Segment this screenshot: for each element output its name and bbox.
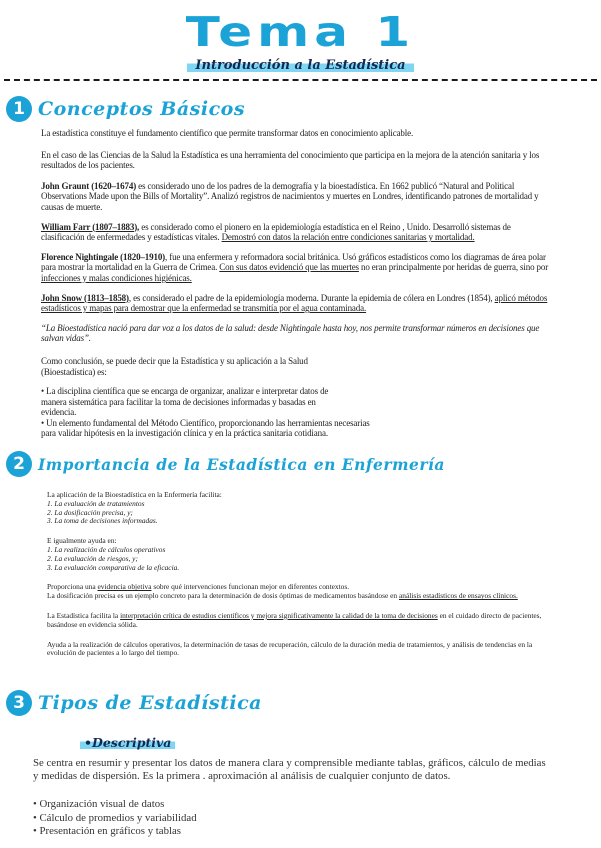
snow-name: John Snow (1813–1858): [41, 292, 129, 303]
section3-subtitle-text: •Descriptiva: [80, 735, 175, 750]
dosing-text: La dosificación precisa es un ejemplo concreto para la determinación de dosis óptimas de medicamentos basándose en: [47, 591, 399, 601]
nightingale-highlight-2: infecciones y malas condiciones higiénicas.: [41, 272, 192, 283]
section3-subtitle: [80, 735, 175, 750]
nightingale-highlight: Con sus datos evidenció que las muertes: [219, 262, 359, 273]
section2-list2-item: 2. La evaluación de riesgos, y;: [47, 553, 138, 563]
section3-bullet: • Presentación en gráficos y tablas: [33, 824, 181, 837]
section1-paragraph-snow: [41, 293, 551, 314]
section2-heading: [6, 451, 445, 477]
section2-intro2: E igualmente ayuda en:: [47, 536, 117, 546]
nightingale-name: Florence Nightingale (1820–1910): [41, 251, 166, 262]
section2-number-badge: 2: [6, 451, 32, 477]
evidence-highlight: evidencia objetiva: [97, 582, 152, 592]
page-title: Tema 1: [185, 8, 416, 56]
dashed-divider: [4, 79, 597, 81]
section1-heading: [6, 96, 245, 122]
farr-highlight: Demostró con datos la relación entre condiciones sanitarias y mortalidad.: [221, 232, 475, 243]
section3-bullet: • Organización visual de datos: [33, 798, 165, 811]
section2-body: [47, 491, 547, 658]
section1-paragraph-health: En el caso de las Ciencias de la Salud la Estadística es una herramienta del conocimiento que participa en la mejora de la atención sanitaria y los resultados de los pacientes.: [41, 149, 540, 171]
section3-paragraph: Se centra en resumir y presentar los datos de manera clara y comprensible mediante tablas, gráficos, cálculo de medias y medidas de dispersión. Es la primera . aproximación al análisis de cualquier conjunto de datos.: [33, 757, 546, 783]
section3-heading: [6, 690, 262, 716]
critical-text-cont: en el cuidado directo de pacientes, basándose en evidencia sólida.: [47, 610, 542, 629]
section1-paragraph-nightingale: [41, 252, 551, 284]
section2-paragraph-critical: [47, 612, 547, 630]
conclusion-bullet-2: • Un elemento fundamental del Método Científico, proporcionando las herramientas necesarias para validar hipótesis en la investigación clínica y en la práctica sanitaria cotidiana.: [41, 417, 370, 439]
conclusion-line2: (Bioestadística) es:: [41, 366, 107, 377]
farr-text: es considerado como el pionero en la epidemiología estadística en el Reino , Unido. Desarrolló sistemas de clasificación de enfermedades y estadísticas vitales.: [41, 221, 511, 243]
nightingale-text-cont: no eran principalmente por heridas de guerra, sino por: [358, 262, 549, 273]
section2-intro: La aplicación de la Bioestadística en la Enfermería facilita:: [47, 490, 222, 499]
section1-title: Conceptos Básicos: [38, 98, 246, 120]
critical-text: La Estadística facilita la: [47, 610, 121, 620]
section3-bullet: • Cálculo de promedios y variabilidad: [33, 811, 197, 824]
section1-quote: “La Bioestadística nació para dar voz a los datos de la salud: desde Nightingale hasta hoy, nos permite transformar números en decisiones que salvan vidas”.: [41, 322, 540, 344]
section3-body: [33, 757, 553, 838]
graunt-text: es considerado uno de los padres de la demografía y la bioestadística. En 1662 publicó “Natural and Political Observations Made upon the Bills of Mortality”. Analizó registros de nacimientos y muertes en Londres, identificando patrones de mortalidad y causas de muerte.: [41, 180, 539, 212]
section2-list2-item: 1. La realización de cálculos operativos: [47, 544, 166, 554]
page-subtitle-text: Introducción a la Estadística: [187, 58, 413, 73]
critical-highlight: interpretación crítica de estudios científicos y mejora significativamente la calidad de la toma de decisiones: [120, 610, 438, 620]
conclusion-line1: Como conclusión, se puede decir que la Estadística y su aplicación a la Salud: [41, 355, 308, 366]
evidence-text: Proporciona una: [47, 582, 98, 592]
section2-list2-item: 3. La evaluación comparativa de la eficacia.: [47, 562, 180, 572]
evidence-text-cont: sobre qué intervenciones funcionan mejor en diferentes contextos.: [151, 582, 350, 592]
section1-paragraph-intro: La estadística constituye el fundamento científico que permite transformar datos en conocimiento aplicable.: [41, 128, 414, 138]
section2-paragraph-dosing: [47, 592, 547, 601]
section1-conclusion: [41, 356, 341, 418]
graunt-name: John Graunt (1620–1674): [41, 180, 137, 191]
nightingale-text: , fue una enfermera y reformadora social británica. Usó gráficos estadísticos como los diagramas de área polar para mostrar la mortalidad en la Guerra de Crimea.: [41, 251, 546, 273]
dosing-highlight: análisis estadísticos de ensayos clínicos.: [398, 591, 518, 601]
section1-paragraph-farr: [41, 222, 551, 243]
page-subtitle: [0, 57, 601, 75]
snow-text: , es considerado el padre de la epidemiología moderna. Durante la epidemia de cólera en Londres (1854),: [128, 292, 495, 303]
section2-paragraph-calc: Ayuda a la realización de cálculos operativos, la determinación de tasas de recuperación, cálculo de la duración media de tratamientos, y análisis de tendencias en la evolución de pacientes a lo largo del tiempo.: [47, 639, 533, 658]
section2-list1-item: 1. La evaluación de tratamientos: [47, 498, 145, 508]
snow-highlight: aplicó métodos estadísticos y mapas para demostrar que la enfermedad se transmitía por el agua contaminada.: [41, 292, 548, 314]
section1-body: [41, 128, 551, 439]
farr-name: William Farr (1807–1883),: [41, 221, 140, 232]
section2-list1-item: 3. La toma de decisiones informadas.: [47, 516, 158, 526]
section1-number-badge: 1: [6, 96, 32, 122]
section2-list1-item: 2. La dosificación precisa, y;: [47, 507, 133, 517]
section2-title: Importancia de la Estadística en Enfermería: [38, 454, 445, 474]
section3-title: Tipos de Estadística: [38, 692, 262, 714]
section3-number-badge: 3: [6, 690, 32, 716]
section1-paragraph-graunt: [41, 181, 551, 213]
conclusion-bullet-1: • La disciplina científica que se encarga de organizar, analizar e interpretar datos de manera sistemática para facilitar la toma de decisiones informadas y basadas en evidencia.: [41, 386, 329, 418]
